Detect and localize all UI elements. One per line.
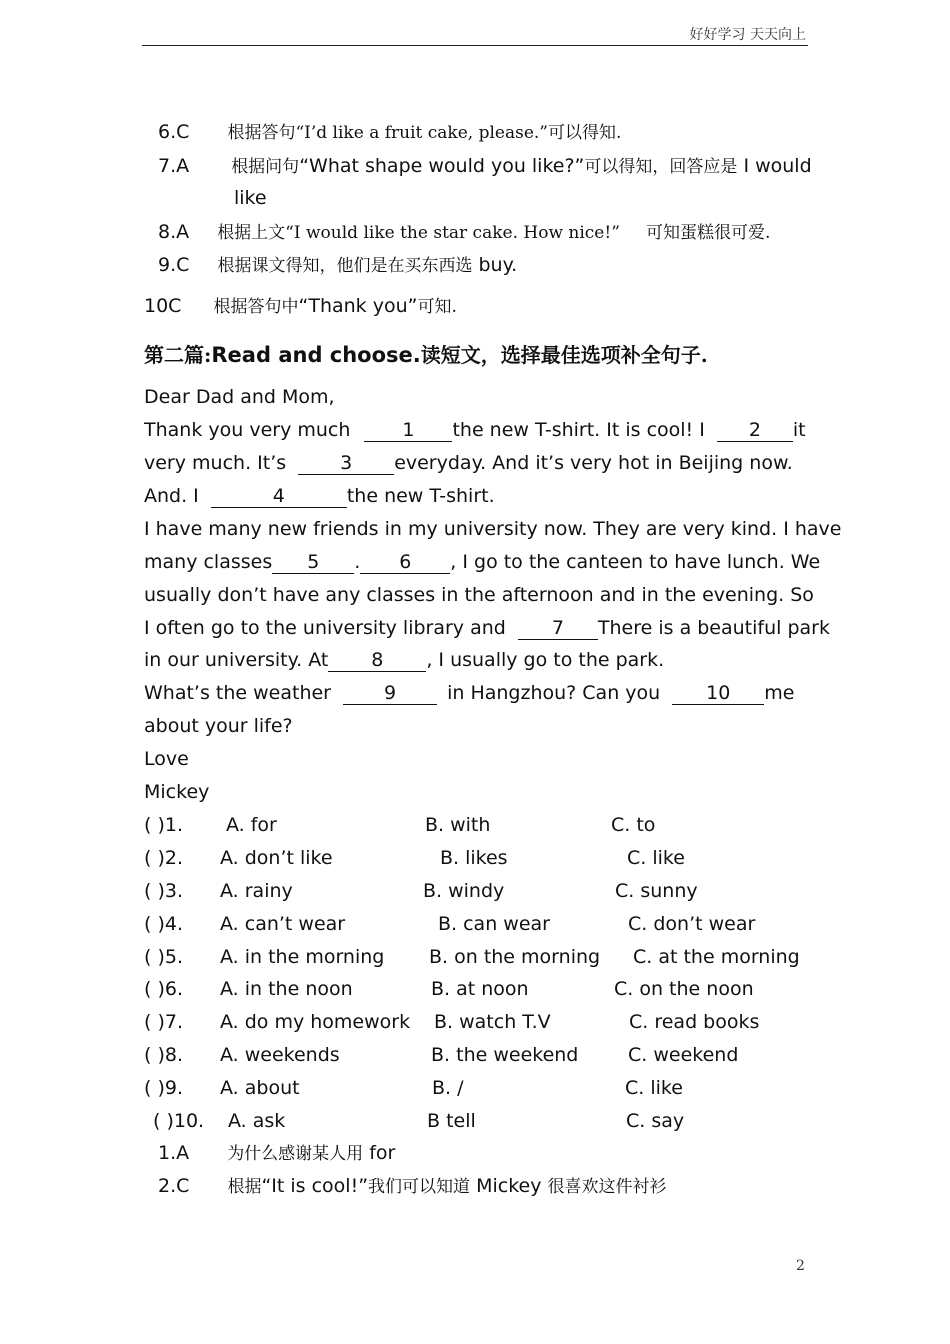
header-rule	[142, 45, 808, 46]
answer-number: 9.C	[158, 254, 190, 276]
option-b: B. the weekend	[431, 1044, 579, 1066]
blank-10: 10	[672, 683, 764, 705]
answer-1	[158, 1141, 395, 1166]
text: There is a beautiful park	[597, 617, 830, 639]
option-a: A. in the morning	[220, 946, 385, 968]
text: it	[792, 419, 806, 441]
letter-greeting: Dear Dad and Mom,	[144, 386, 335, 408]
letter-line-6: usually don’t have any classes in the afternoon and in the evening. So	[144, 584, 814, 606]
letter-line-9	[144, 681, 794, 705]
letter-line-7	[144, 616, 830, 640]
answer-paren: ( )7.	[144, 1011, 183, 1033]
text: in our university. At	[144, 649, 329, 671]
letter-line-3	[144, 484, 495, 508]
text: Thank you very much	[144, 419, 351, 441]
answer-explanation-2: 可知蛋糕很可爱.	[645, 223, 771, 243]
answer-explanation: 根据课文得知，他们是在买东西选	[217, 256, 473, 276]
text: And. I	[144, 485, 199, 507]
text: everyday. And it’s very hot in Beijing now.	[394, 452, 793, 474]
answer-explanation-a: 根据问句	[231, 157, 300, 177]
option-b: B. with	[425, 814, 491, 836]
answer-paren: ( )10.	[153, 1110, 205, 1132]
text: .	[354, 551, 361, 573]
answer-explanation-b: 我们可以知道	[368, 1177, 471, 1197]
option-b: B. watch T.V	[434, 1011, 551, 1033]
section-title-cn: 第二篇:	[144, 343, 212, 367]
text: , I go to the canteen to have lunch. We	[450, 551, 821, 573]
blank-8: 8	[328, 650, 426, 672]
section-title-cn-2: 读短文，选择最佳选项补全句子.	[420, 343, 708, 367]
answer-keyword: buy.	[478, 254, 518, 276]
blank-6: 6	[360, 552, 450, 574]
section-title	[144, 343, 708, 367]
blank-1: 1	[364, 420, 452, 442]
answer-6	[158, 120, 621, 145]
letter-line-8	[144, 648, 664, 672]
answer-paren: ( )5.	[144, 946, 183, 968]
letter-line-4: I have many new friends in my university now. They are very kind. I have	[144, 518, 842, 540]
option-b: B. likes	[440, 847, 508, 869]
letter-signature: Mickey	[144, 781, 210, 803]
option-b: B. at noon	[431, 978, 529, 1000]
answer-explanation-a: 根据	[227, 1177, 262, 1197]
letter-line-5	[144, 550, 820, 574]
letter-line-2	[144, 451, 793, 475]
option-b: B. on the morning	[429, 946, 601, 968]
blank-5: 5	[272, 552, 354, 574]
answer-explanation-b: 可以得知，回答应是	[584, 157, 738, 177]
answer-explanation: 根据上文“I would like the star cake. How nice!”	[217, 223, 620, 243]
answer-explanation-b: 可知.	[417, 297, 457, 317]
answer-paren: ( )8.	[144, 1044, 183, 1066]
answer-paren: ( )9.	[144, 1077, 183, 1099]
answer-explanation-c: 很喜欢这件衬衫	[547, 1177, 667, 1197]
option-a: A. ask	[228, 1110, 286, 1132]
text: very much. It’s	[144, 452, 287, 474]
option-c: C. say	[626, 1110, 685, 1132]
text: , I usually go to the park.	[426, 649, 665, 671]
answer-paren: ( )4.	[144, 913, 183, 935]
answer-keyword: for	[369, 1142, 396, 1164]
text: the new T-shirt. It is cool! I	[452, 419, 705, 441]
letter-closing: Love	[144, 748, 189, 770]
text: many classes	[144, 551, 273, 573]
option-c: C. on the noon	[614, 978, 754, 1000]
option-c: C. like	[627, 847, 685, 869]
text: me	[764, 682, 795, 704]
answer-explanation: 为什么感谢某人用	[227, 1144, 364, 1164]
text: I often go to the university library and	[144, 617, 506, 639]
text: in Hangzhou? Can you	[447, 682, 661, 704]
answer-quote: “It is cool!”	[261, 1175, 369, 1197]
option-c: C. sunny	[615, 880, 698, 902]
answer-number: 8.A	[158, 221, 190, 243]
answer-quote-2: I would	[743, 155, 812, 177]
option-a: A. about	[220, 1077, 300, 1099]
option-a: A. rainy	[220, 880, 293, 902]
option-c: C. don’t wear	[628, 913, 756, 935]
option-a: A. weekends	[220, 1044, 340, 1066]
answer-explanation: 根据答句“I’d like a fruit cake, please.”可以得知.	[227, 123, 622, 143]
option-a: A. in the noon	[220, 978, 353, 1000]
option-a: A. for	[226, 814, 277, 836]
answer-7	[158, 154, 812, 179]
answer-10	[144, 294, 457, 319]
letter-line-10: about your life?	[144, 715, 293, 737]
blank-9: 9	[343, 683, 437, 705]
option-b: B. can wear	[438, 913, 550, 935]
option-b: B tell	[427, 1110, 476, 1132]
option-c: C. like	[625, 1077, 683, 1099]
page-header: 好好学习 天天向上	[689, 27, 806, 43]
option-a: A. can’t wear	[220, 913, 346, 935]
answer-number: 6.C	[158, 121, 190, 143]
answer-name: Mickey	[476, 1175, 542, 1197]
answer-number: 7.A	[158, 155, 190, 177]
option-c: C. weekend	[628, 1044, 739, 1066]
option-c: C. at the morning	[633, 946, 800, 968]
option-b: B. /	[432, 1077, 464, 1099]
answer-paren: ( )6.	[144, 978, 183, 1000]
answer-2	[158, 1174, 667, 1199]
answer-8	[158, 220, 770, 245]
option-c: C. to	[611, 814, 656, 836]
answer-quote: “Thank you”	[298, 295, 418, 317]
answer-paren: ( )1.	[144, 814, 183, 836]
option-a: A. don’t like	[220, 847, 333, 869]
text: What’s the weather	[144, 682, 331, 704]
blank-4: 4	[211, 486, 347, 508]
blank-7: 7	[518, 618, 598, 640]
option-c: C. read books	[629, 1011, 760, 1033]
section-title-en: Read and choose.	[211, 343, 421, 367]
text: the new T-shirt.	[346, 485, 495, 507]
answer-quote: “What shape would you like?”	[299, 155, 585, 177]
answer-number: 2.C	[158, 1175, 190, 1197]
blank-3: 3	[298, 453, 394, 475]
page-number: 2	[796, 1258, 805, 1274]
letter-line-1	[144, 418, 806, 442]
answer-paren: ( )3.	[144, 880, 183, 902]
answer-number: 10C	[144, 295, 182, 317]
answer-9	[158, 253, 517, 278]
answer-7-continued: like	[234, 187, 267, 209]
option-a: A. do my homework	[220, 1011, 411, 1033]
answer-number: 1.A	[158, 1142, 190, 1164]
option-b: B. windy	[423, 880, 505, 902]
answer-paren: ( )2.	[144, 847, 183, 869]
blank-2: 2	[717, 420, 793, 442]
answer-explanation-a: 根据答句中	[213, 297, 299, 317]
